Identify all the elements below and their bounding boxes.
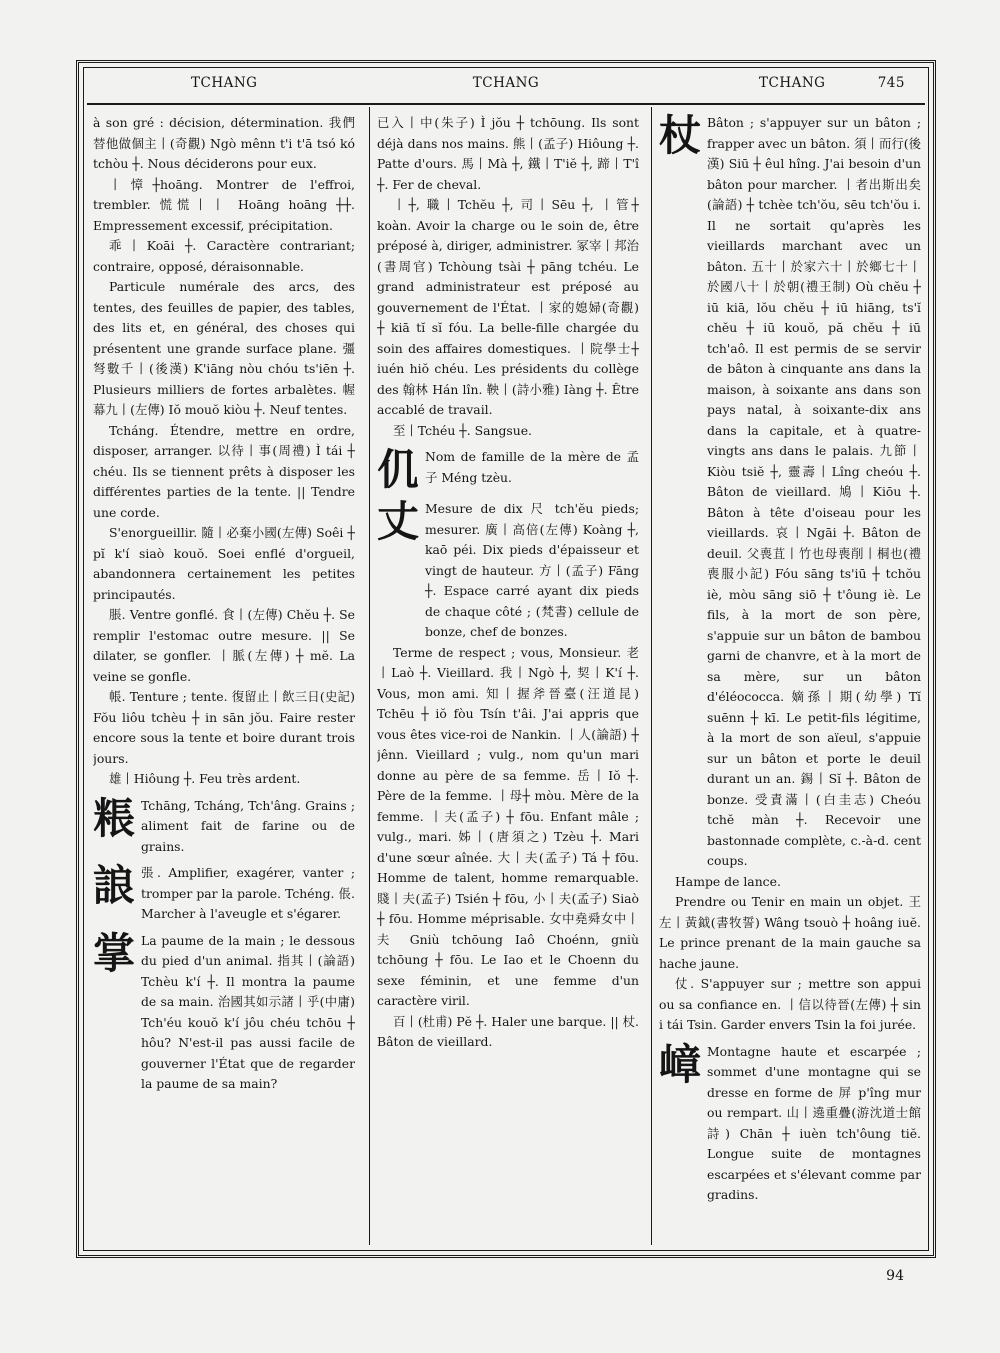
entry-paragraph: Hampe de lance. (675, 873, 781, 889)
headword-entry (659, 113, 921, 872)
entry-paragraph: 已入丨中(朱子) Ì jŏu ┼ tchōung. Ils sont déjà dans nos mains. 熊丨(孟子) Hiôung ┼. Patte d'ours. 馬丨Mà ┼, 鐵丨T'iĕ ┼, 蹄丨T'î ┼. Fer de cheval. (377, 115, 639, 192)
headword-definition: Montagne haute et escarpée ; sommet d'une montagne qui se dresse en forme de 屏 p'îng mur ou rempart. 山丨遶重疊(游沈道士館詩) Chān ┼ iuèn tch'ôung tiĕ. Longue suite de montagnes escarpées et s'élevant comme par gradins. (707, 1043, 921, 1202)
entry-paragraph: 脹. Ventre gonflé. 食丨(左傳) Chĕu ┼. Se remplir l'estomac outre mesure. || Se dilater, se gonfler. 丨脈(左傳) ┼ mĕ. La veine se gonfle. (93, 607, 355, 684)
running-head-right: TCHANG (759, 75, 826, 91)
headword-definition: La paume de la main ; le dessous du pied d'un animal. 指其丨(論語) Tchèu k'í ┼. Il montra la paume de sa main. 治國其如示諸丨乎(中庸) Tch'éu kouŏ k'í jôu chéu tchōu ┼ hôu? N'est-il pas aussi facile de gouverner l'État que de regarder la paume de sa main? (141, 932, 355, 1091)
headword-character: 嶂 (659, 1039, 702, 1089)
running-head-center: TCHANG (472, 75, 540, 91)
headword-entry (377, 447, 639, 493)
entry-paragraph: à son gré : décision, détermination. 我們替他做個主丨(奇觀) Ngò mênn t'i t'ā tsó kó tchòu ┼. Nous déciderons pour eux. (93, 115, 355, 171)
headword-character: 誏 (93, 861, 136, 910)
running-head-left: TCHANG (191, 75, 258, 91)
headword-entry (93, 863, 355, 925)
column-divider-2 (651, 107, 652, 1245)
entry-paragraph: Tcháng. Étendre, mettre en ordre, disposer, arranger. 以待丨事(周禮) Ì tái ┼ chéu. Ils se tiennent prêts à disposer les différentes parties de la tente. || Tendre une corde. (93, 422, 355, 520)
headword-entry (377, 499, 639, 643)
entry-paragraph: 百丨(杜甫) Pĕ ┼. Haler une barque. || 杖. Bâton de vieillard. (377, 1013, 639, 1049)
column-2 (377, 113, 639, 1053)
entry-paragraph: 雄丨Hiôung ┼. Feu très ardent. (109, 771, 301, 786)
headword-definition: Nom de famille de la mère de 孟子 Méng tzèu. (425, 449, 639, 485)
column-1 (93, 113, 355, 1095)
header-rule (87, 103, 925, 105)
page-number: 745 (877, 75, 905, 91)
entry-paragraph: S'enorgueillir. 隨丨必棄小國(左傳) Soêi ┼ pĭ k'í siaò kouŏ. Soei enflé d'orgueil, abandonnera certainement les petites principautés. (93, 525, 355, 602)
headword-character: 粻 (93, 793, 136, 843)
entry-paragraph: 丨┼, 職丨Tchĕu ┼, 司丨Sēu ┼, 丨管┼ koàn. Avoir la charge ou le soin de, être préposé à, diriger, administrer. 冢宰丨邦治(書周官) Tchòung tsài ┼ pāng tchéu. Le grand administrateur est préposé au gouvernement de l'État. 丨家的媳婦(奇觀) ┼ kiā tĭ sĭ fóu. La belle-fille chargée du soin des affaires domestiques. 丨院學士┼ iuén hiŏ chéu. Les présidents du collège des 翰林 Hán lîn. 鞅丨(詩小雅) Iàng ┼. Être accablé de travail. (377, 197, 639, 417)
headword-character: 仉 (377, 445, 420, 494)
column-divider-1 (369, 107, 370, 1245)
headword-character: 丈 (377, 497, 420, 546)
headword-character: 杖 (659, 113, 702, 160)
entry-paragraph: Terme de respect ; vous, Monsieur. 老丨Laò ┼. Vieillard. 我丨Ngò ┼, 契丨K'í ┼. Vous, mon ami. 知丨握斧晉臺(汪道昆) Tchēu ┼ iŏ fòu Tsín t'âi. J'ai appris que vous êtes vice-roi de Nankin. 丨人(論語) ┼ jênn. Vieillard ; vulg., nom qu'un mari donne au père de sa femme. 岳丨Iŏ ┼. Père de la femme. 丨母┼ mòu. Mère de la femme. 丨夫(孟子) ┼ fōu. Enfant mâle ; vulg., mari. 姊丨(唐須之) Tzèu ┼. Mari d'une sœur aînée. 大丨夫(孟子) Tá ┼ fōu. Homme de talent, homme remarquable. 賤丨夫(孟子) Tsién ┼ fōu, 小丨夫(孟子) Siaò ┼ fōu. Homme méprisable. 女中堯舜女中丨夫 Gniù tchōung Iaô Choénn, gniù tchōung ┼ fōu. Le Iao et le Choenn du sexe féminin, et une femme d'un caractère viril. (377, 644, 639, 1008)
headword-entry (93, 928, 355, 1095)
entry-paragraph: 乖丨Koāi ┼. Caractère contrariant; contraire, opposé, déraisonnable. (93, 238, 355, 274)
sheet-number: 94 (886, 1268, 904, 1284)
entry-paragraph: 至丨Tchéu ┼. Sangsue. (393, 422, 532, 438)
headword-definition: 張. Amplifier, exagérer, vanter ; tromper par la parole. Tchéng. 倀. Marcher à l'aveugle et s'égarer. (141, 865, 355, 921)
headword-character: 掌 (93, 928, 136, 978)
entry-paragraph: 丨慞┼hoāng. Montrer de l'effroi, trembler. 慌慌丨丨 Hoāng hoāng ┼┼. Empressement excessif, précipitation. (93, 176, 355, 233)
column-3 (659, 113, 921, 1206)
headword-definition: Mesure de dix 尺 tch'ĕu pieds; mesurer. 廣丨高倍(左傳) Koàng ┼, kaō péi. Dix pieds d'épaisseur et vingt de hauteur. 方丨(孟子) Fāng ┼. Espace carré ayant dix pieds de chaque côté ; (梵書) cellule de bonze, chef de bonzes. (425, 501, 639, 639)
headword-definition: Bâton ; s'appuyer sur un bâton ; frapper avec un bâton. 須丨而行(後漢) Siū ┼ êul hîng. J'ai besoin d'un bâton pour marcher. 丨者出斯出矣(論語) ┼ tchèe tch'ŏu, sēu tch'ŏu i. Il ne sortait qu'après les vieillards marchant avec un bâton. 五十丨於家六十丨於鄉七十丨於國八十丨於朝(禮王制) Où chĕu ┼ iū kiā, lŏu chĕu ┼ iū hiāng, ts'ĭ chĕu ┼ iū kouŏ, pă chĕu ┼ iū tch'aô. Il est permis de se servir de bâton à cinquante ans dans la maison, à soixante ans dans son pays natal, à soixante-dix ans dans la capitale, et à quatre-vingts ans dans le palais. 九節丨Kiòu tsiĕ ┼, 靈壽丨Lîng cheóu ┼. Bâton de vieillard. 鳩丨Kiōu ┼. Bâton à tête d'oiseau pour les vieillards. 哀丨Ngāi ┼. Bâton de deuil. 父喪苴丨竹也母喪削丨桐也(禮喪服小記) Fóu sāng ts'iū ┼ tchŏu iè, mòu sāng siō ┼ t'ôung iè. Le fils, à la mort de son père, s'appuie sur un bâton de bambou garni de chanvre, et à la mort de sa mère, sur un bâton d'éléococca. 嫡孫丨期(幼學) Tĭ suēnn ┼ kī. Le petit-fils légitime, à la mort de son aïeul, s'appuie sur un bâton et porte le deuil durant un an. 錫丨Sĭ ┼. Bâton de bonze. 受責滿丨(白圭志) Cheóu tchĕ màn ┼. Recevoir une bastonnade complète, c.-à-d. cent coups. (707, 115, 921, 868)
page-frame (76, 60, 936, 1258)
entry-paragraph: Prendre ou Tenir en main un objet. 王左丨黃鉞(書牧誓) Wâng tsouò ┼ hoâng iuĕ. Le prince prenant de la main gauche sa hache jaune. (659, 894, 921, 971)
headword-definition: Tchāng, Tcháng, Tch'âng. Grains ; aliment fait de farine ou de grains. (141, 797, 355, 854)
headword-entry (659, 1039, 921, 1206)
entry-paragraph: Particule numérale des arcs, des tentes, des feuilles de papier, des tables, des lits et, en général, des choses qui présentent une grande surface plane. 彊弩數千丨(後漢) K'iāng nòu chóu ts'iēn ┼. Plusieurs milliers de fortes arbalètes. 幄幕九丨(左傳) Iŏ mouŏ kiòu ┼. Neuf tentes. (93, 279, 355, 417)
entry-paragraph: 帳. Tenture ; tente. 復留止丨飲三日(史記) Fŏu liôu tchèu ┼ in sān jŏu. Faire rester encore sous la tente et boire durant trois jours. (93, 689, 355, 766)
headword-entry (93, 793, 355, 858)
entry-paragraph: 仗. S'appuyer sur ; mettre son appui ou sa confiance en. 丨信以待晉(左傳) ┼ sin i tái Tsin. Garder envers Tsin la foi jurée. (659, 976, 921, 1032)
